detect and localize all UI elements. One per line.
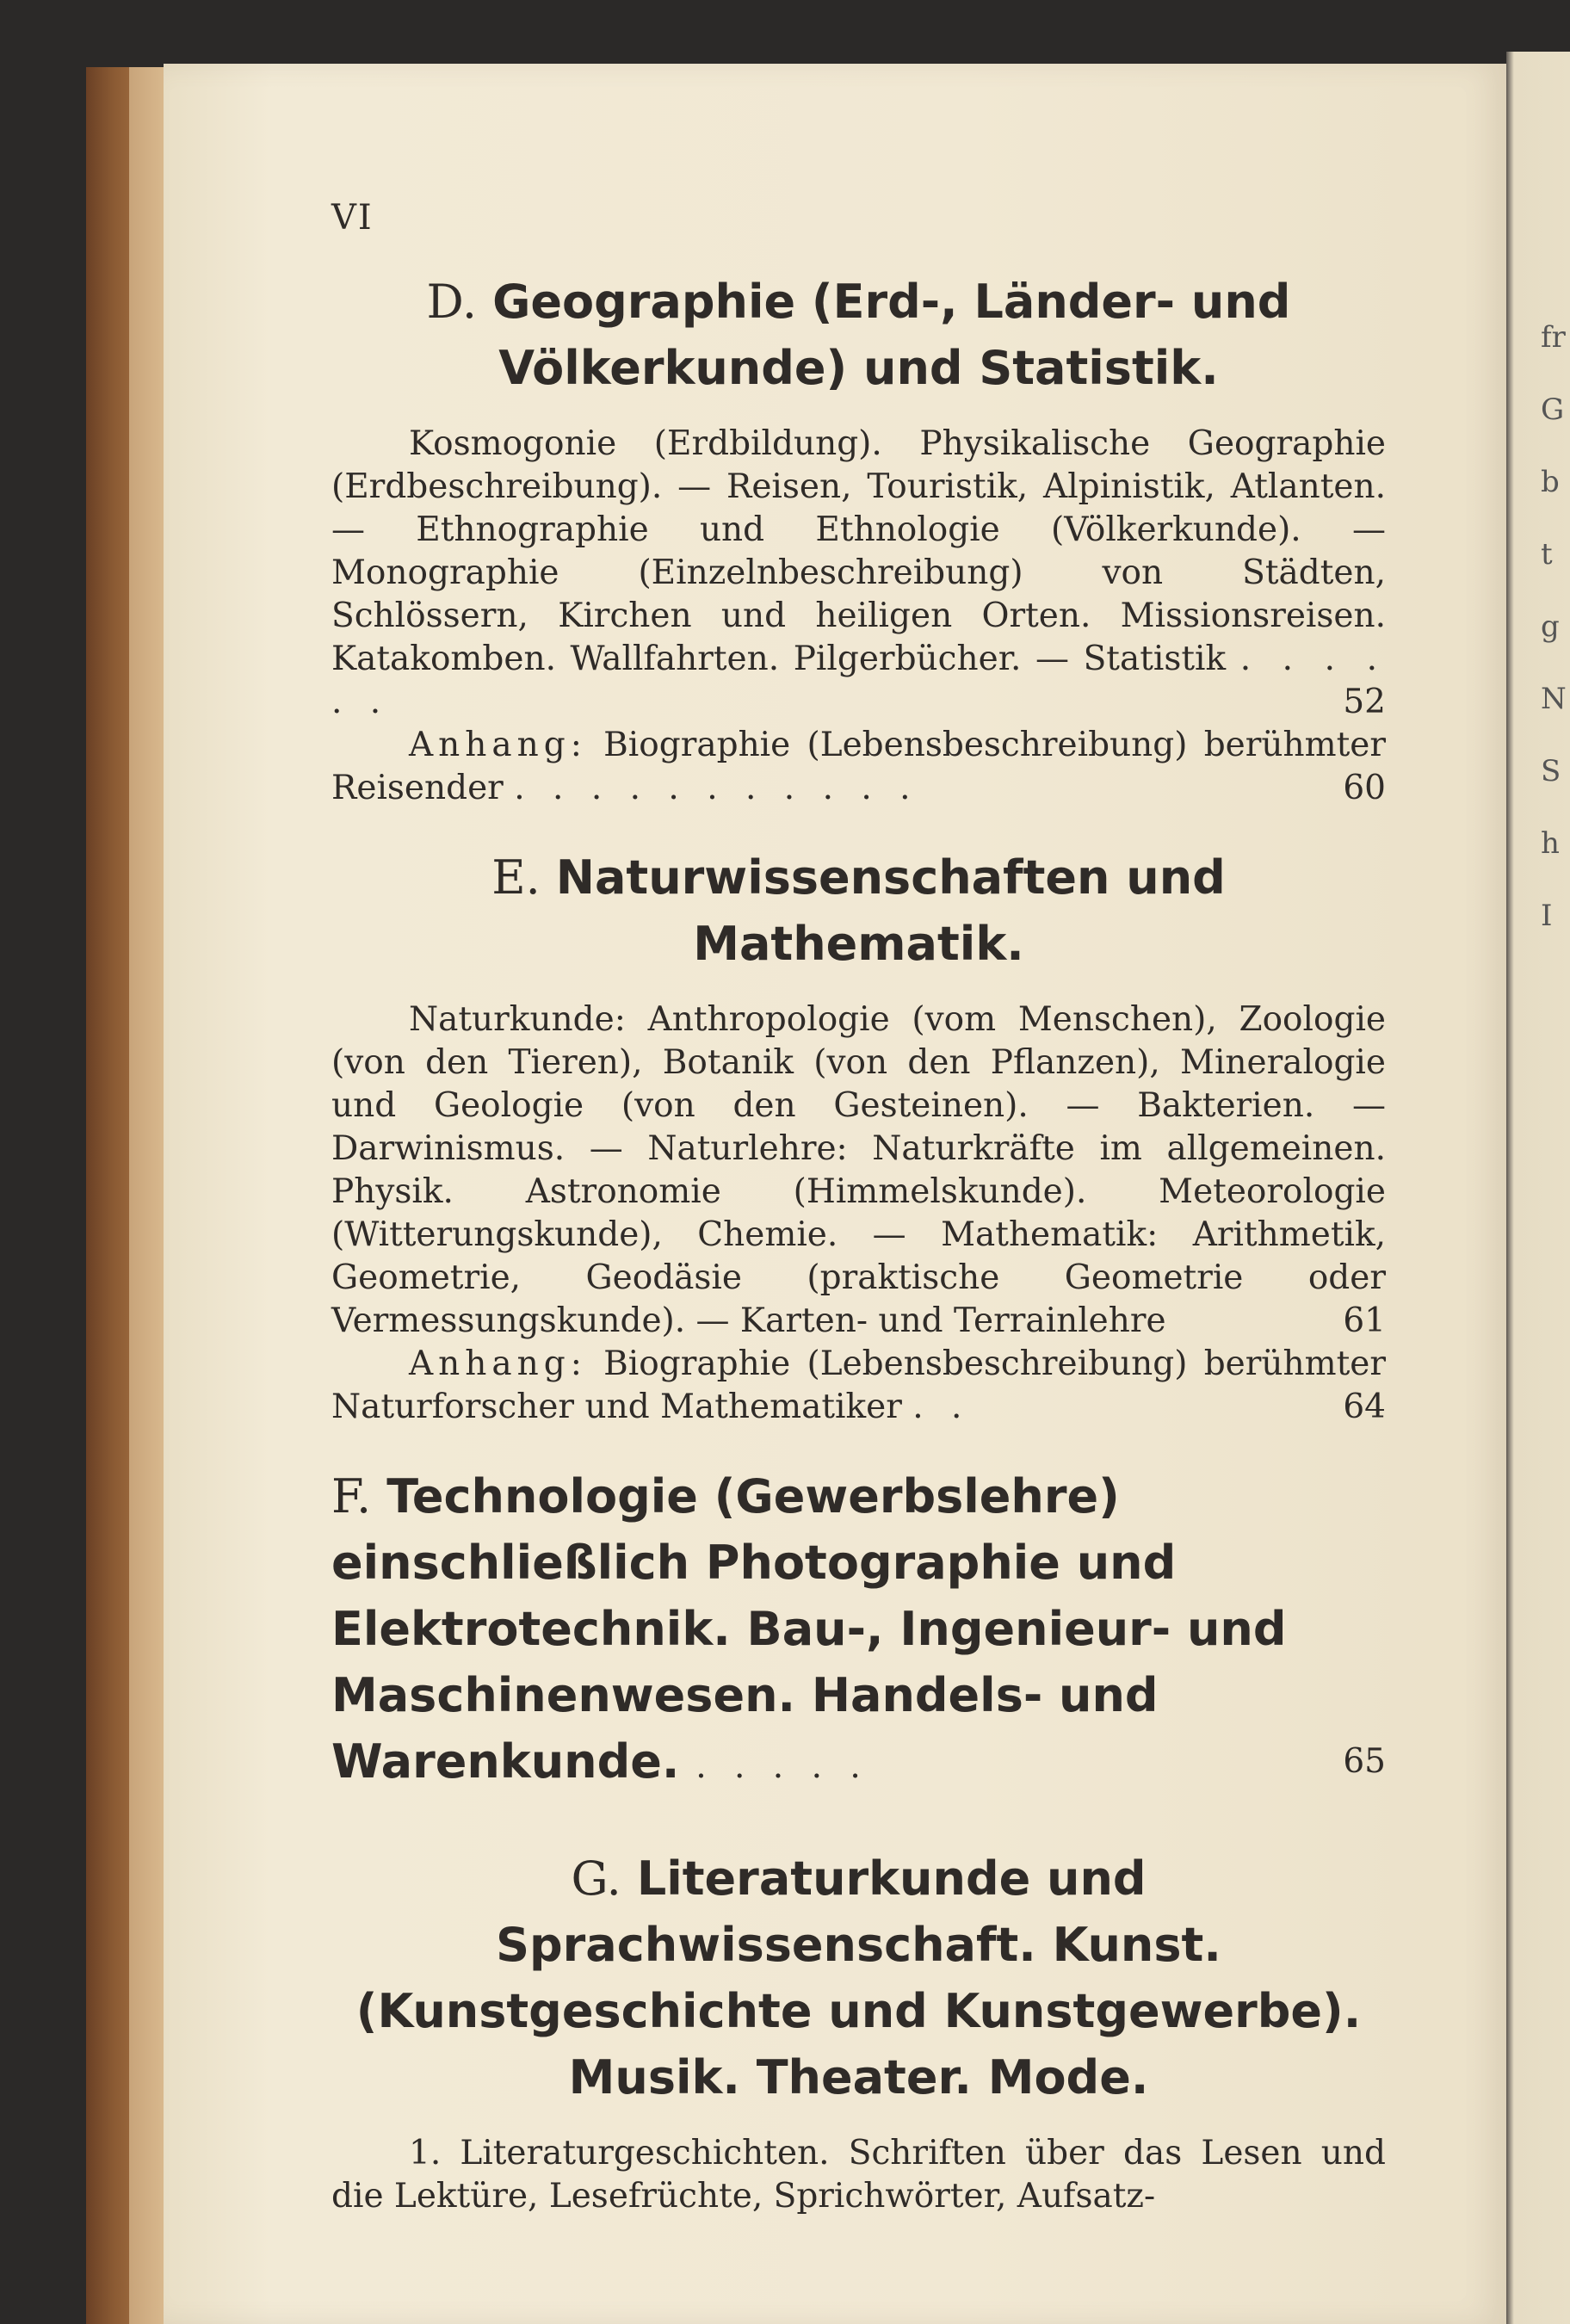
section-g-heading [331, 1845, 1386, 2111]
section-d-dots: . . . . . . [331, 640, 1386, 721]
section-f-page: 65 [1343, 1742, 1386, 1781]
section-e-appendix-label: Anhang: [409, 1344, 587, 1383]
section-e-appendix-text: Biographie (Lebensbeschreibung) berühmter Naturforscher und Mathematiker [331, 1344, 1386, 1426]
page-content [331, 198, 1386, 2218]
section-g-item-1: 1. Literaturgeschichten. Schriften über das Lesen und die Lektüre, Lesefrüchte, Sprichwörter, Aufsatz- [331, 2134, 1386, 2216]
section-g-letter: G. [571, 1851, 621, 1906]
section-e-heading [331, 844, 1386, 977]
section-f-title: Technologie (Gewerbslehre) einschließlich Photographie und Elektrotechnik. Bau-, Ingenieur- und Maschinenwesen. Handels- und Warenkunde. [331, 1469, 1287, 1789]
section-e-appendix-page: 64 [1343, 1388, 1386, 1426]
section-d-text: Kosmogonie (Erdbildung). Physikalische Geographie (Erdbeschreibung). — Reisen, Touristik, Alpinistik, Atlanten. — Ethnographie und Ethnologie (Völkerkunde). — Monographie (Einzelnbeschreibung) von Städten, Schlössern, Kirchen und heiligen Orten. Missionsreisen. Katakomben. Wallfahrten. Pilgerbücher. — Statistik [331, 424, 1386, 678]
section-d-title: Geographie (Erd-, Länder- und Völkerkunde) und Statistik. [492, 275, 1291, 395]
section-e-page: 61 [1343, 1301, 1386, 1340]
page-number: VI [331, 198, 374, 238]
section-e-appendix [331, 1343, 1386, 1429]
section-e-letter: E. [491, 850, 541, 905]
section-g-title: Literaturkunde und Sprachwissenschaft. Kunst. (Kunstgeschichte und Kunstgewerbe). Musik. Theater. Mode. [355, 1851, 1362, 2105]
page-edge [129, 67, 165, 2324]
section-e-entry [331, 998, 1386, 1343]
section-d-appendix-page: 60 [1343, 769, 1386, 807]
section-f-letter: F. [331, 1469, 372, 1524]
facing-page-text: fr G b t g N S h I [1541, 320, 1567, 933]
section-d-entry [331, 423, 1386, 724]
section-e-appendix-dots: . . [912, 1388, 971, 1426]
section-d-heading [331, 269, 1386, 401]
section-e-title: Naturwissenschaften und Mathematik. [555, 850, 1226, 971]
section-d-page: 52 [1343, 683, 1386, 721]
section-f-heading [331, 1463, 1386, 1800]
section-e-text: Naturkunde: Anthropologie (vom Menschen), Zoologie (von den Tieren), Botanik (von den Pflanzen), Mineralogie und Geologie (von den Gesteinen). — Bakterien. — Darwinismus. — Naturlehre: Naturkräfte im allgemeinen. Physik. Astronomie (Himmelskunde). Meteorologie (Witterungskunde), Chemie. — Mathematik: Arithmetik, Geometrie, Geodäsie (praktische Geometrie oder Vermessungskunde). — Karten- und Terrainlehre [331, 1000, 1386, 1340]
section-d-appendix-text: Biographie (Lebensbeschreibung) berühmter Reisender [331, 726, 1386, 807]
section-d-letter: D. [426, 275, 478, 329]
section-d-appendix [331, 724, 1386, 810]
section-d-appendix-dots: . . . . . . . . . . . [514, 769, 919, 807]
section-d-appendix-label: Anhang: [409, 726, 587, 764]
section-f-dots: . . . . . [695, 1747, 869, 1786]
